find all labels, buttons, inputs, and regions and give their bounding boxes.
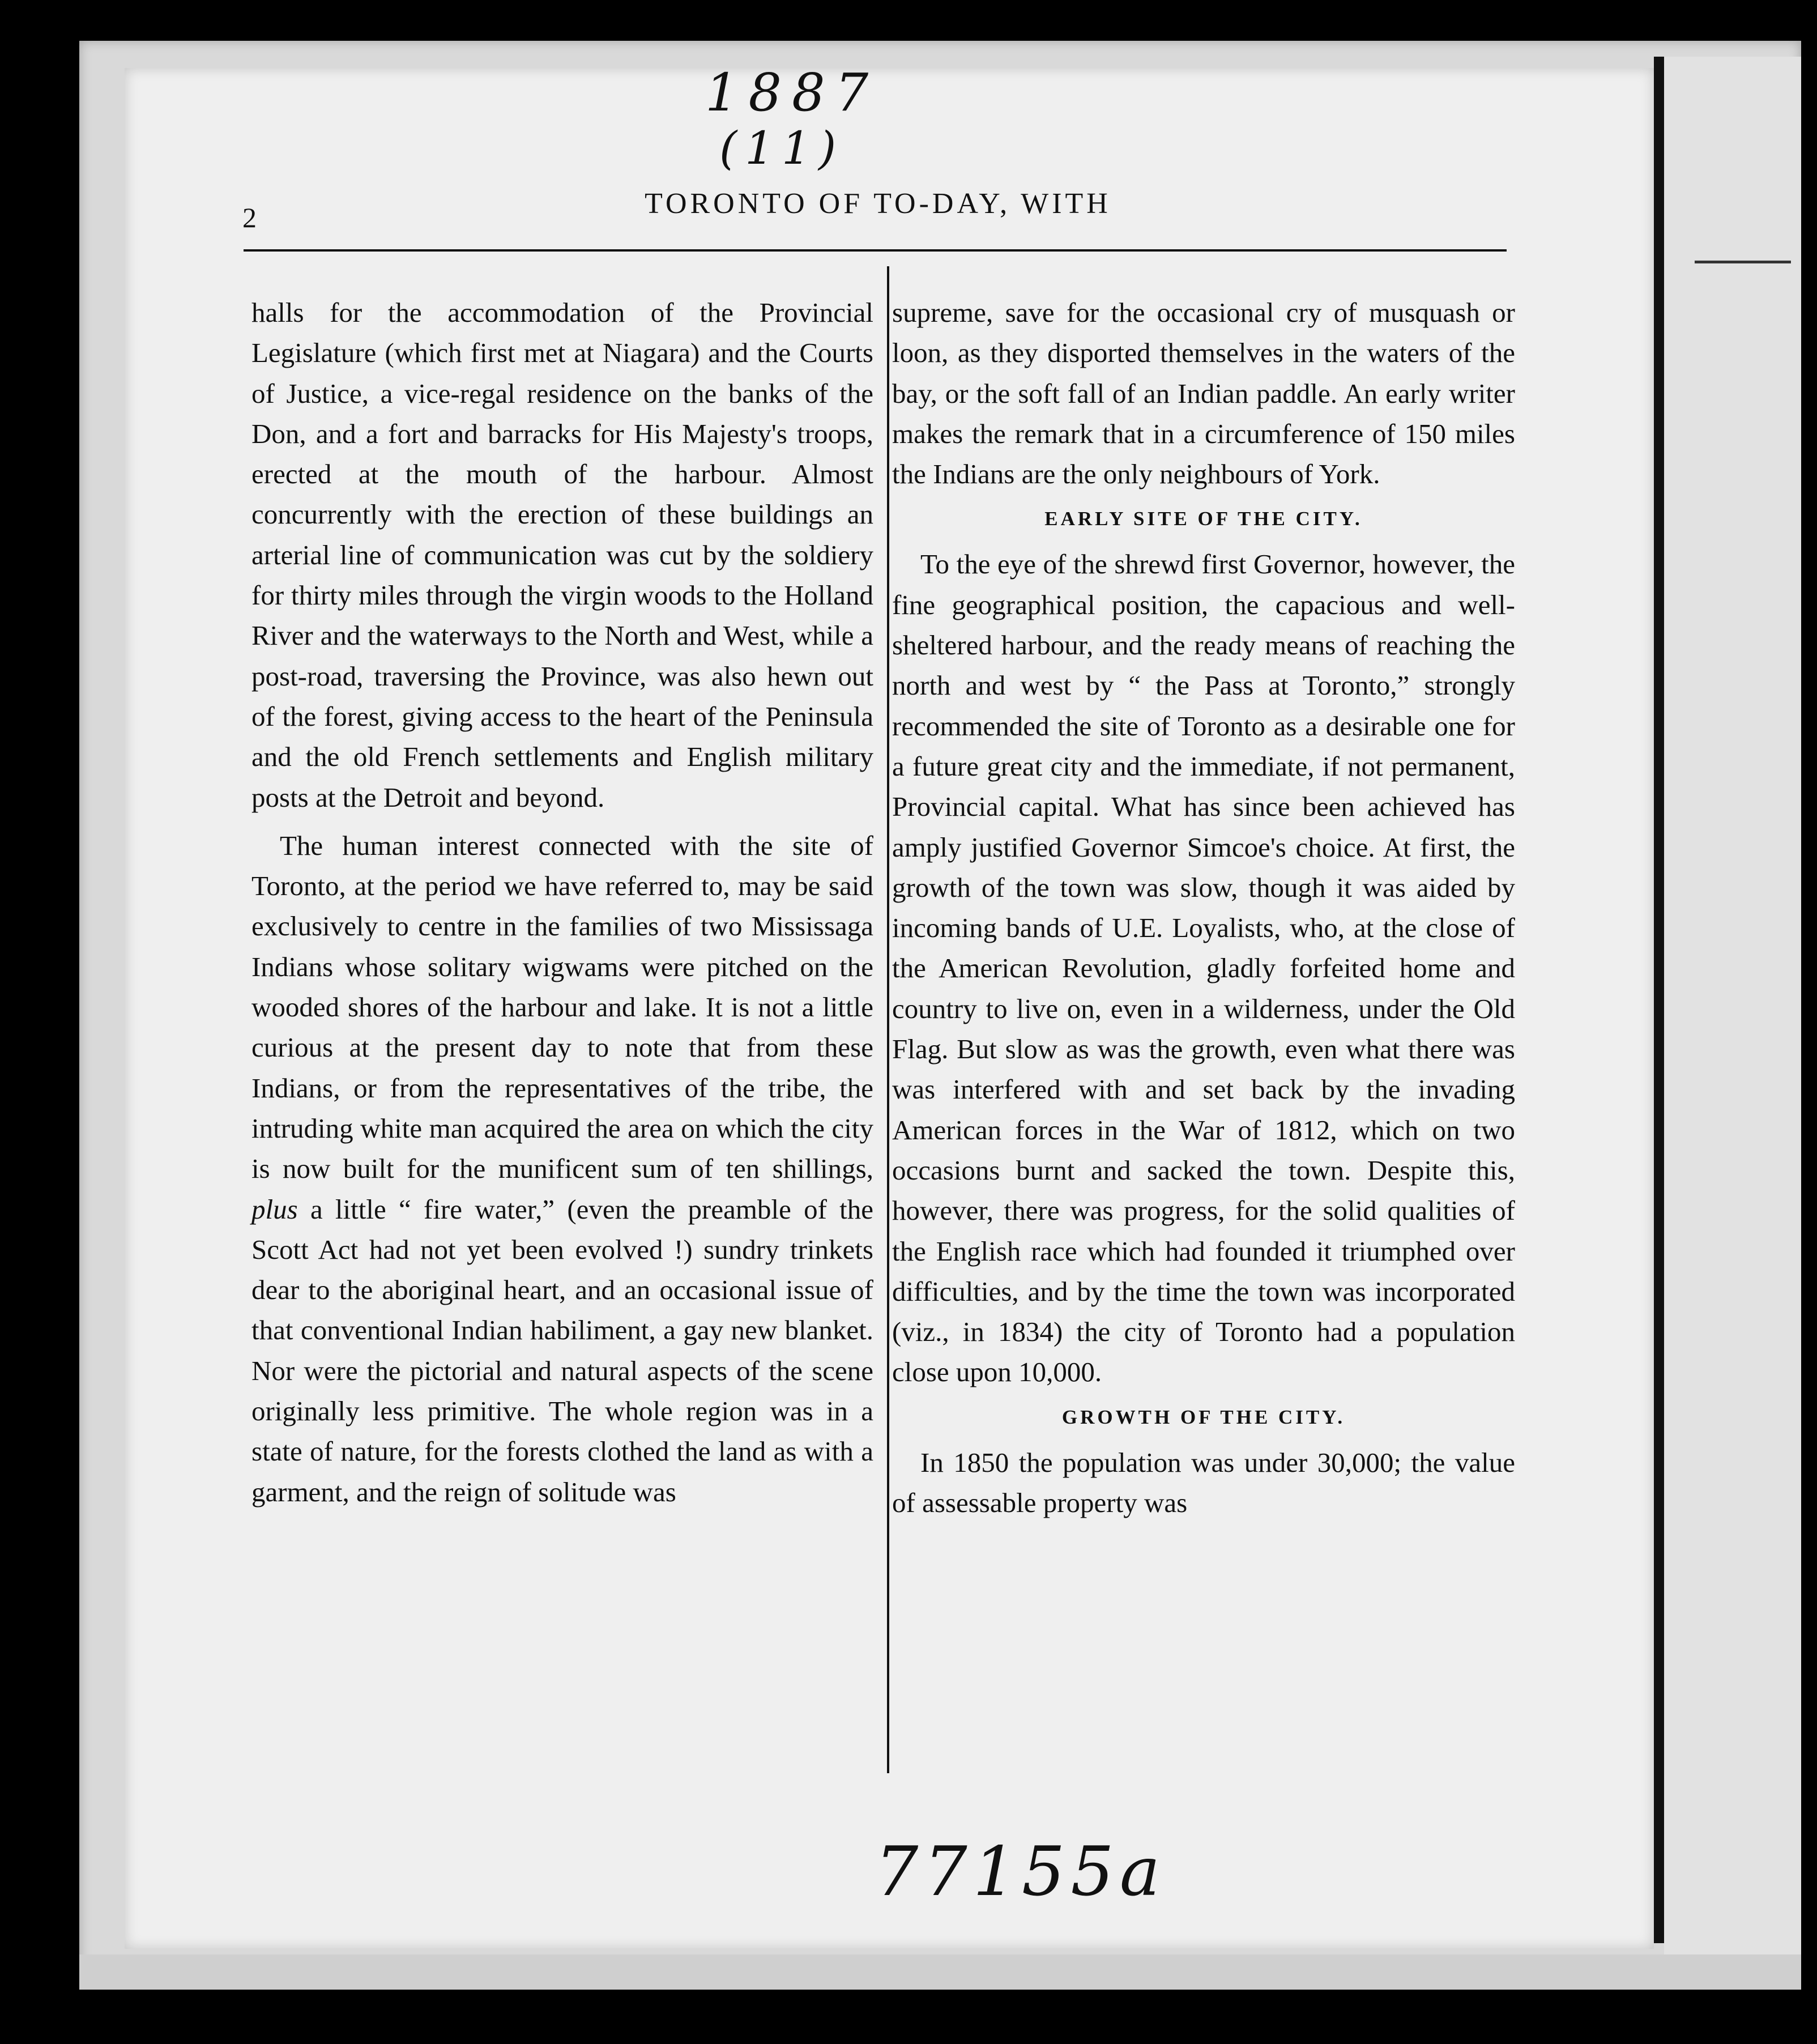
left-paragraph-1: halls for the accommodation of the Provincial Legislature (which first met at Niagara) and the Courts of Justice, a vice-regal residence on the banks of the Don, and a fort and barracks for His Majesty's troops, erected at the mouth of the harbour. Almost concurrently with the erection of these buildings an arterial line of communication was cut by the soldiery for thirty miles through the virgin woods to the Holland River and the waterways to the North and West, while a post-road, traversing the Province, was also hewn out of the forest, giving access to the heart of the Peninsula and the old French settlements and English military posts at the Detroit and beyond. <box>251 297 873 813</box>
handwritten-year: 1887 <box>705 62 879 123</box>
italic-plus: plus <box>251 1193 298 1225</box>
right-paragraph-3: In 1850 the population was under 30,000; the value of assessable property was <box>892 1446 1515 1519</box>
page-number: 2 <box>242 202 257 233</box>
left-paragraph-2 <box>251 825 873 1512</box>
section-heading-early-site: EARLY SITE OF THE CITY. <box>1044 508 1363 530</box>
running-title: TORONTO OF TO-DAY, WITH <box>645 188 1111 220</box>
column-divider <box>887 266 889 1773</box>
handwritten-catalogue-number: (11) <box>719 122 844 174</box>
scan-bottom-margin <box>79 1954 1801 1990</box>
adjacent-page-strip <box>1664 57 1801 1977</box>
adjacent-page-rule <box>1695 261 1791 263</box>
left-paragraph-2-end: a little “ fire water,” (even the preamble of the Scott Act had not yet been evolved !) sundry trinkets dear to the aboriginal heart, and an occasional issue of that conventional Indian habiliment, a gay new blanket. Nor were the pictorial and natural aspects of the scene originally less primitive. The whole region was in a state of nature, for the forests clothed the land as with a garment, and the reign of solitude was <box>251 1193 873 1508</box>
section-heading-growth: GROWTH OF THE CITY. <box>1061 1406 1346 1428</box>
header-rule <box>244 249 1507 252</box>
right-paragraph-1: supreme, save for the occasional cry of musquash or loon, as they disported themselves in the waters of the bay, or the soft fall of an Indian paddle. An early writer makes the remark that in a circumference of 150 miles the Indians are the only neighbours of York. <box>892 297 1515 490</box>
right-column <box>892 292 1515 1523</box>
handwritten-accession-number: 77155a <box>875 1833 1166 1911</box>
page-edge-border <box>1654 57 1664 1943</box>
left-column <box>251 292 873 1512</box>
left-paragraph-2-start: The human interest connected with the site of Toronto, at the period we have referred to, may be said exclusively to centre in the families of two Mississaga Indians whose solitary wigwams were pitched on the wooded shores of the harbour and lake. It is not a little curious at the present day to note that from these Indians, or from the representatives of the tribe, the intruding white man acquired the area on which the city is now built for the munificent sum of ten shillings, <box>251 829 873 1185</box>
right-paragraph-2: To the eye of the shrewd first Governor, however, the fine geographical position, the capacious and well-sheltered harbour, and the ready means of reaching the north and west by “ the Pass at Toronto,” strongly recommended the site of Toronto as a desirable one for a future great city and the immediate, if not permanent, Provincial capital. What has since been achieved has amply justified Governor Simcoe's choice. At first, the growth of the town was slow, though it was aided by incoming bands of U.E. Loyalists, who, at the close of the American Revolution, gladly forfeited home and country to live on, even in a wilderness, under the Old Flag. But slow as was the growth, even what there was was interfered with and set back by the invading American forces in the War of 1812, which on two occasions burnt and sacked the town. Despite this, however, there was progress, for the solid qualities of the English race which had founded it triumphed over difficulties, and by the time the town was incorporated (viz., in 1834) the city of Toronto had a population close upon 10,000. <box>892 548 1515 1388</box>
